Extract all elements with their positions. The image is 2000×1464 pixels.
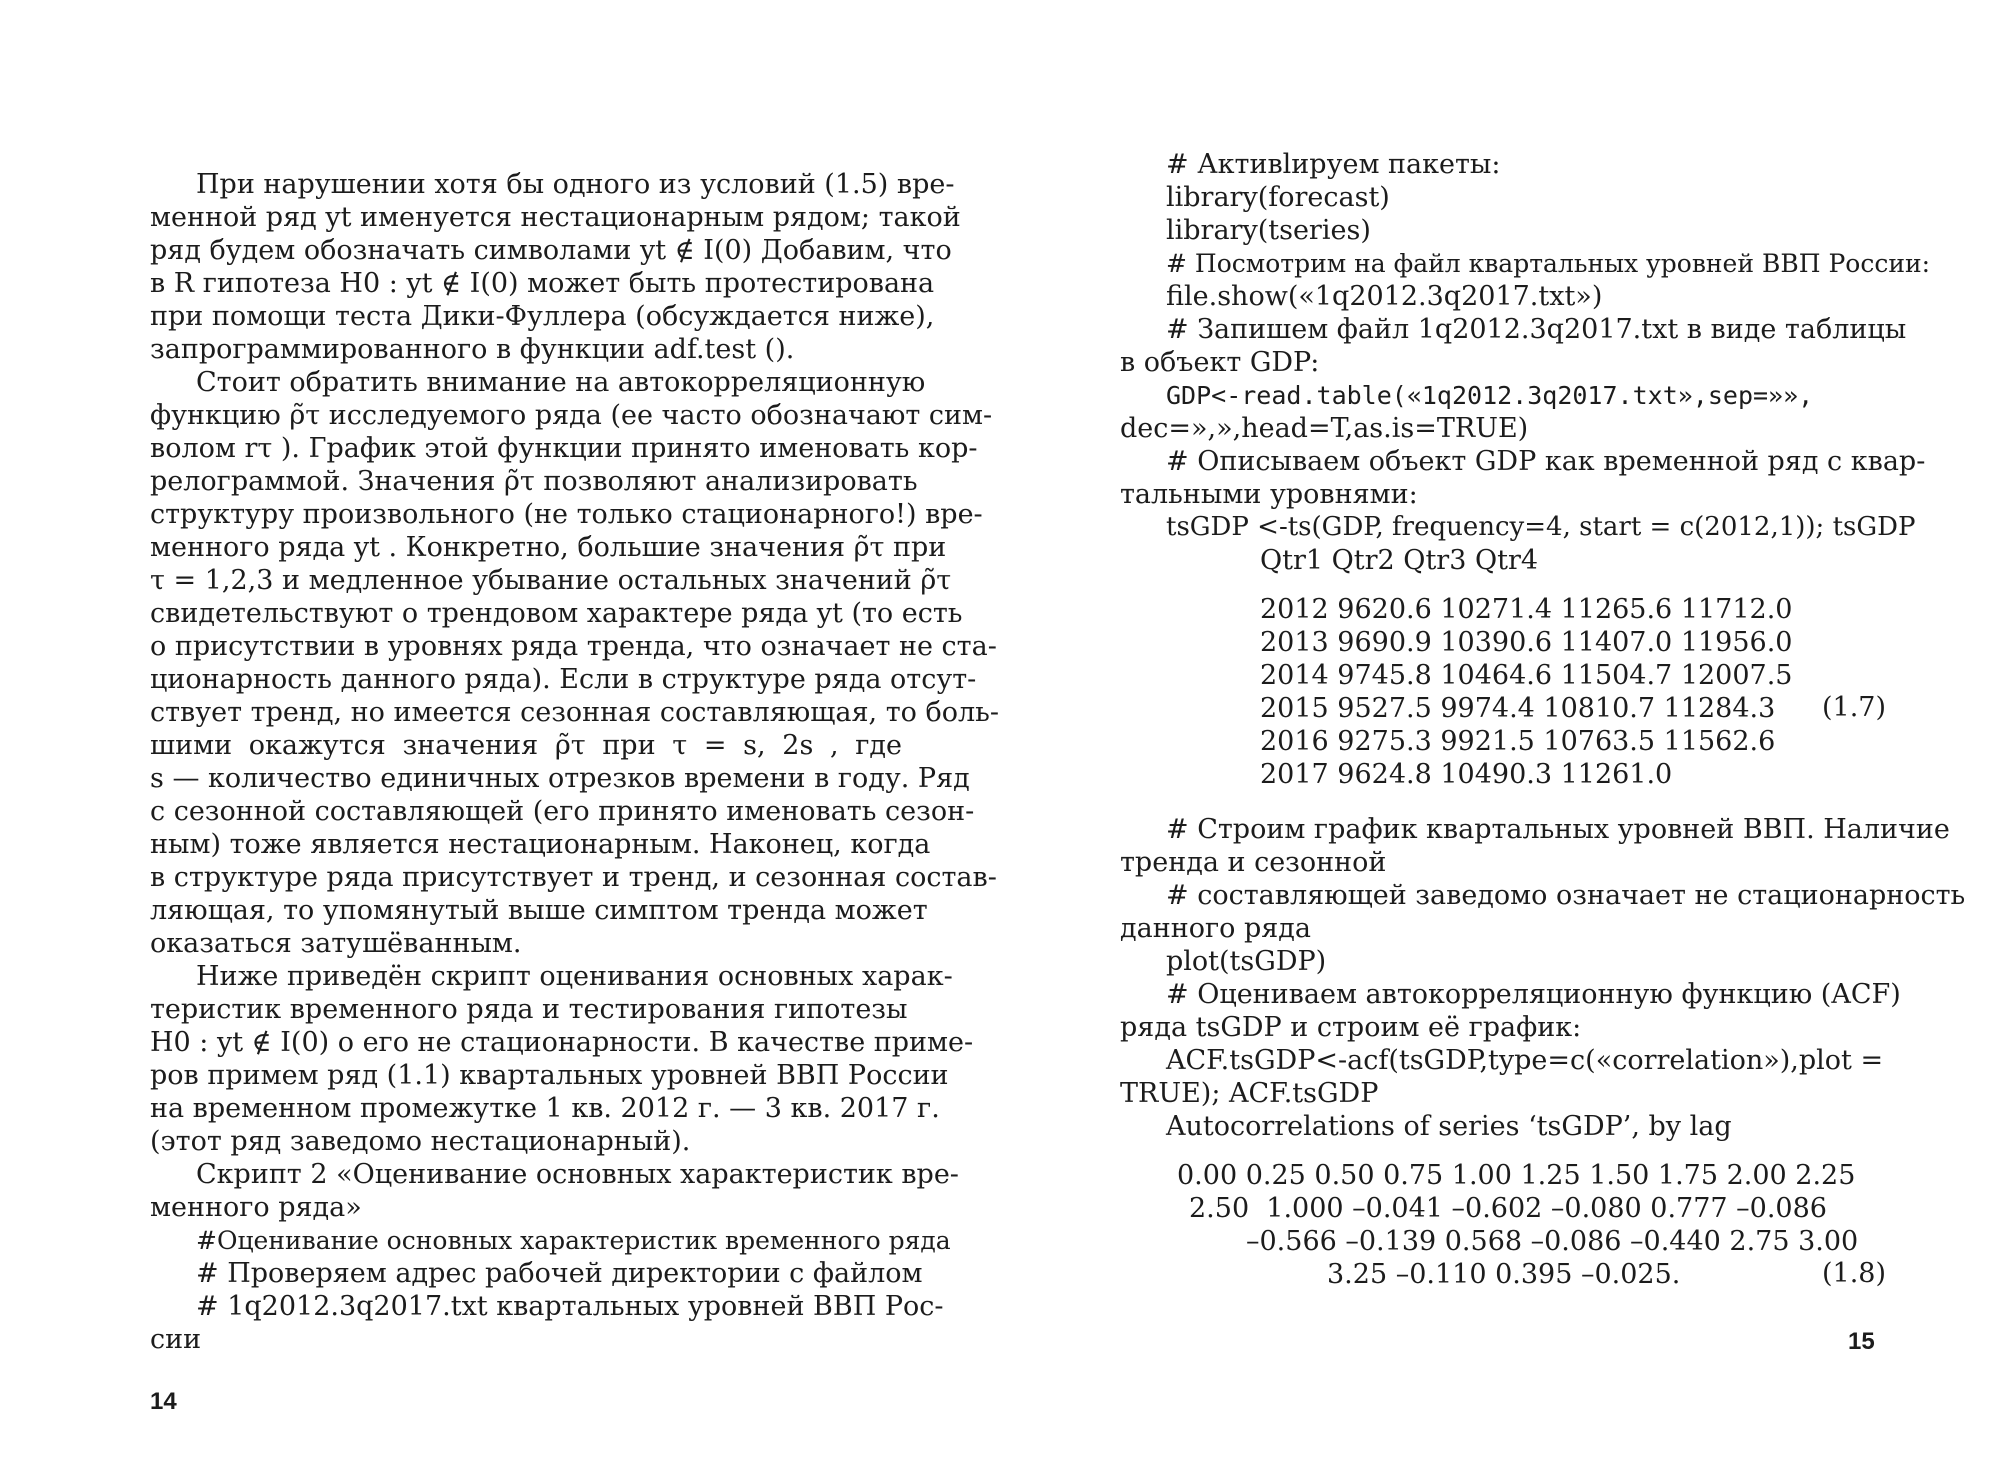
code-comment: #Оценивание основных характеристик временного ряда xyxy=(196,1226,951,1255)
text-line: оказаться затушёванным. xyxy=(150,928,522,959)
text-line: запрограммированного в функции adf.test (). xyxy=(150,334,795,365)
code-line: plot(tsGDP) xyxy=(1166,946,1327,977)
table-row: 2014 9745.8 10464.6 11504.7 12007.5 xyxy=(1260,660,1793,691)
text-line: H0 : yt ∉ I(0) о его не стационарности. В качестве приме- xyxy=(150,1027,974,1058)
text-line: шими окажутся значения ρ̃τ при τ = s, 2s , где xyxy=(150,730,902,761)
text-line: ным) тоже является нестационарным. Наконец, когда xyxy=(150,829,931,860)
code-comment: # 1q2012.3q2017.txt квартальных уровней ВВП Рос- xyxy=(196,1291,944,1322)
equation-number: (1.7) xyxy=(1822,692,1887,723)
code-line: TRUE); ACF.tsGDP xyxy=(1120,1078,1379,1109)
text-line: (этот ряд заведомо нестационарный). xyxy=(150,1126,691,1157)
code-line: library(tseries) xyxy=(1166,215,1371,246)
text-line: менного ряда» xyxy=(150,1192,362,1223)
page-number: 15 xyxy=(1848,1328,1875,1355)
code-comment: сии xyxy=(150,1324,202,1355)
text-line: свидетельствуют о трендовом характере ряда yt (то есть xyxy=(150,598,963,629)
code-line: GDP<-read.table(«1q2012.3q2017.txt»,sep=»», xyxy=(1166,381,1814,410)
text-line: s — количество единичных отрезков времени в году. Ряд xyxy=(150,763,970,794)
text-line: функцию ρ̃τ исследуемого ряда (ее часто обозначают сим- xyxy=(150,400,993,431)
acf-row: 0.00 0.25 0.50 0.75 1.00 1.25 1.50 1.75 2.00 2.25 xyxy=(1177,1160,1856,1191)
text-line: с сезонной составляющей (его принято именовать сезон- xyxy=(150,796,975,827)
code-comment: тальными уровнями: xyxy=(1120,479,1418,510)
text-line: ряд будем обозначать символами yt ∉ I(0) Добавим, что xyxy=(150,235,952,266)
text-line: ционарность данного ряда). Если в структуре ряда отсут- xyxy=(150,664,977,695)
table-row: 2013 9690.9 10390.6 11407.0 11956.0 xyxy=(1260,627,1793,658)
text-line: теристик временного ряда и тестирования гипотезы xyxy=(150,994,908,1025)
code-comment: # Проверяем адрес рабочей директории с файлом xyxy=(196,1258,923,1289)
acf-row: 2.50 1.000 –0.041 –0.602 –0.080 0.777 –0.086 xyxy=(1189,1193,1827,1224)
text-line: Ниже приведён скрипт оценивания основных харак- xyxy=(196,961,953,992)
equation-number: (1.8) xyxy=(1822,1258,1887,1289)
code-comment: данного ряда xyxy=(1120,913,1311,944)
code-comment: # Запишем файл 1q2012.3q2017.txt в виде таблицы xyxy=(1166,314,1907,345)
code-line: tsGDP <-ts(GDP, frequency=4, start = c(2012,1)); tsGDP xyxy=(1166,512,1916,542)
text-line: релограммой. Значения ρ̃τ позволяют анализировать xyxy=(150,466,918,497)
text-line: Скрипт 2 «Оценивание основных характеристик вре- xyxy=(196,1159,959,1190)
text-line: при помощи теста Дики-Фуллера (обсуждается ниже), xyxy=(150,301,935,332)
text-line: τ = 1,2,3 и медленное убывание остальных значений ρ̃τ xyxy=(150,565,952,596)
text-line: в R гипотеза H0 : yt ∉ I(0) может быть протестирована xyxy=(150,268,935,299)
text-line: ляющая, то упомянутый выше симптом тренда может xyxy=(150,895,928,926)
acf-row: –0.566 –0.139 0.568 –0.086 –0.440 2.75 3.00 xyxy=(1246,1226,1859,1257)
code-comment: # Строим график квартальных уровней ВВП. Наличие xyxy=(1166,814,1950,845)
table-header: Qtr1 Qtr2 Qtr3 Qtr4 xyxy=(1260,545,1539,576)
text-line: ров примем ряд (1.1) квартальных уровней ВВП России xyxy=(150,1060,949,1091)
text-line: в структуре ряда присутствует и тренд, и сезонная состав- xyxy=(150,862,997,893)
text-line: менного ряда yt . Конкретно, большие значения ρ̃τ при xyxy=(150,532,947,563)
code-line: ACF.tsGDP<-acf(tsGDP,type=c(«correlation»),plot = xyxy=(1166,1045,1884,1076)
code-comment: # Активlируем пакеты: xyxy=(1166,149,1501,180)
code-comment: в объект GDP: xyxy=(1120,347,1320,378)
text-line: на временном промежутке 1 кв. 2012 г. — 3 кв. 2017 г. xyxy=(150,1093,940,1124)
text-line: ствует тренд, но имеется сезонная составляющая, то боль- xyxy=(150,697,999,728)
table-row: 2017 9624.8 10490.3 11261.0 xyxy=(1260,759,1673,790)
text-line: Стоит обратить внимание на автокорреляционную xyxy=(196,367,926,398)
table-row: 2012 9620.6 10271.4 11265.6 11712.0 xyxy=(1260,594,1793,625)
page-number: 14 xyxy=(150,1388,177,1415)
code-line: file.show(«1q2012.3q2017.txt») xyxy=(1166,281,1603,312)
code-comment: ряда tsGDP и строим её график: xyxy=(1120,1012,1582,1043)
code-comment: # Оцениваем автокорреляционную функцию (ACF) xyxy=(1166,979,1901,1010)
code-comment: # составляющей заведомо означает не стационарность xyxy=(1166,880,1966,911)
text-line: о присутствии в уровнях ряда тренда, что означает не ста- xyxy=(150,631,997,662)
code-comment: # Посмотрим на файл квартальных уровней ВВП России: xyxy=(1166,249,1931,278)
code-comment: тренда и сезонной xyxy=(1120,847,1387,878)
text-line: При нарушении хотя бы одного из условий (1.5) вре- xyxy=(196,169,955,200)
code-line: dec=»,»,head=T,as.is=TRUE) xyxy=(1120,413,1529,444)
code-line: library(forecast) xyxy=(1166,182,1390,213)
text-line: структуру произвольного (не только стационарного!) вре- xyxy=(150,499,983,530)
output-line: Autocorrelations of series ‘tsGDP’, by lag xyxy=(1166,1111,1732,1142)
table-row: 2016 9275.3 9921.5 10763.5 11562.6 xyxy=(1260,726,1776,757)
code-comment: # Описываем объект GDP как временной ряд с квар- xyxy=(1166,446,1926,477)
text-line: волом rτ ). График этой функции принято именовать кор- xyxy=(150,433,978,464)
right-page xyxy=(1000,0,2000,1464)
table-row: 2015 9527.5 9974.4 10810.7 11284.3 xyxy=(1260,693,1776,724)
text-line: менной ряд yt именуется нестационарным рядом; такой xyxy=(150,202,961,233)
acf-row: 3.25 –0.110 0.395 –0.025. xyxy=(1327,1259,1681,1290)
